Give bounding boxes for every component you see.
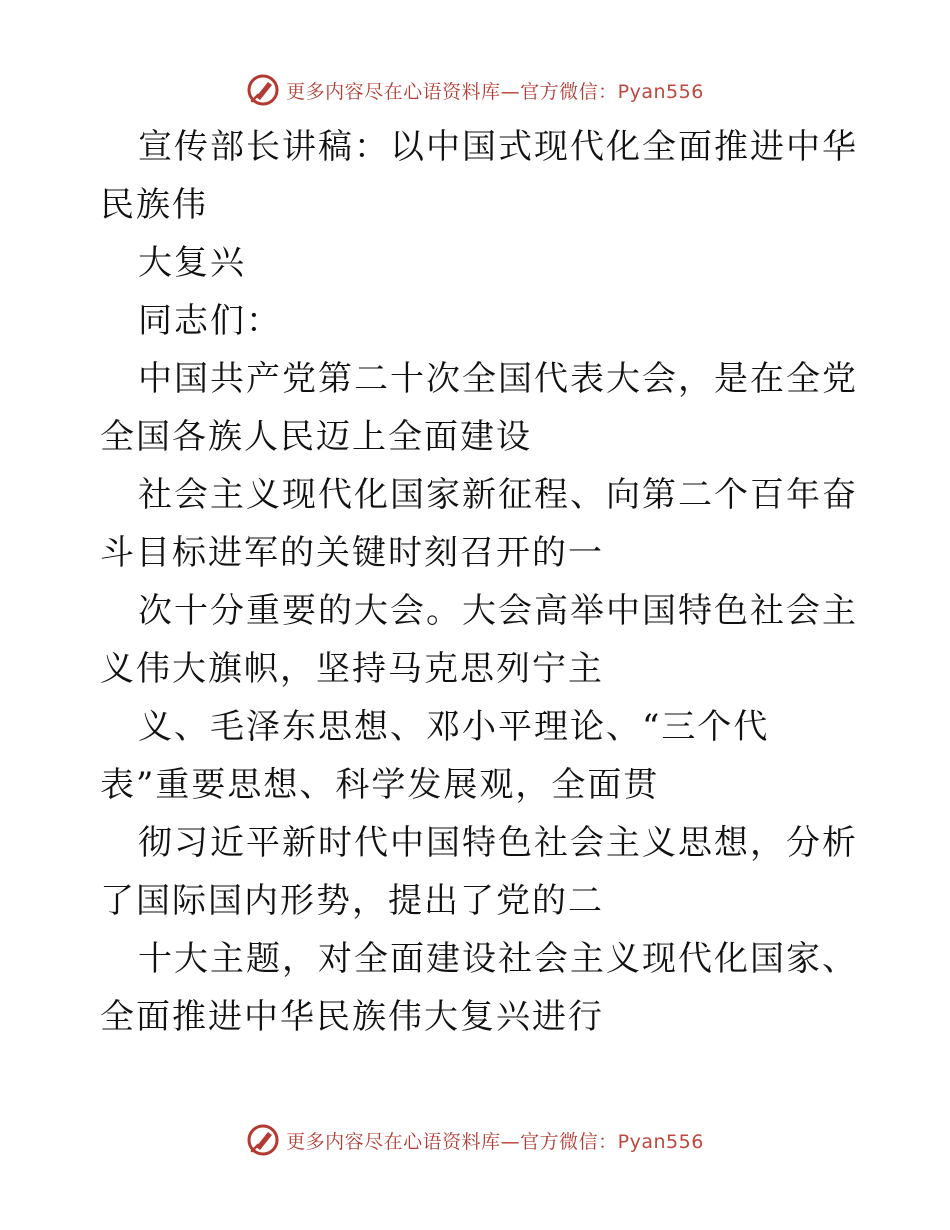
pen-nib-circle-icon [246,1123,280,1157]
paragraph: 义、毛泽东思想、邓小平理论、“三个代表”重要思想、科学发展观，全面贯 [100,707,770,805]
paragraph: 彻习近平新时代中国特色社会主义思想，分析了国际国内形势，提出了党的二 [100,823,858,921]
watermark-text [286,77,704,104]
document-title-continuation: 大复兴 [138,243,246,283]
document-body [100,118,860,1046]
pen-nib-circle-icon [246,73,280,107]
watermark-id-text: Pyan556 [617,80,704,103]
watermark-id-text: Pyan556 [617,1130,704,1153]
header-watermark [0,68,950,112]
paragraph: 中国共产党第二十次全国代表大会，是在全党全国各族人民迈上全面建设 [100,359,858,457]
watermark-main-text: 更多内容尽在心语资料库—官方微信： [286,1130,618,1153]
salutation: 同志们： [138,301,282,341]
paragraph: 社会主义现代化国家新征程、向第二个百年奋斗目标进军的关键时刻召开的一 [100,475,858,573]
watermark-main-text: 更多内容尽在心语资料库—官方微信： [286,80,618,103]
document-title-line: 宣传部长讲稿：以中国式现代化全面推进中华民族伟 [100,127,858,225]
footer-watermark [0,1118,950,1162]
paragraph: 十大主题，对全面建设社会主义现代化国家、全面推进中华民族伟大复兴进行 [100,939,858,1037]
paragraph: 次十分重要的大会。大会高举中国特色社会主义伟大旗帜，坚持马克思列宁主 [100,591,858,689]
watermark-text [286,1127,704,1154]
